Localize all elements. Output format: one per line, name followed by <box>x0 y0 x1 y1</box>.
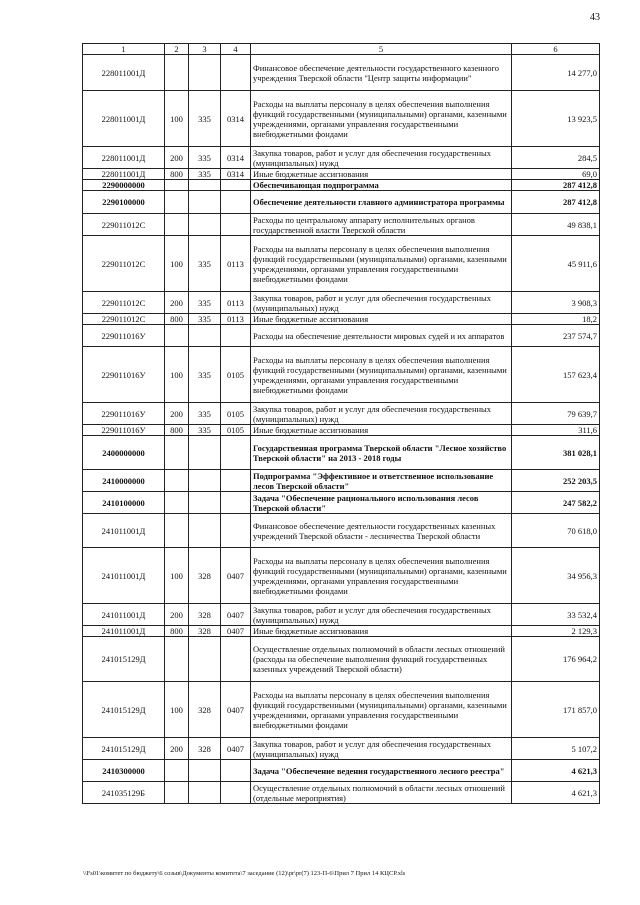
cell-section: 0407 <box>221 548 251 604</box>
table-row <box>83 180 600 191</box>
cell-ministry: 328 <box>189 682 221 738</box>
cell-amount: 176 964,2 <box>512 637 600 682</box>
cell-expense-type <box>165 514 189 548</box>
cell-section <box>221 55 251 91</box>
cell-section <box>221 760 251 782</box>
cell-expense-type <box>165 214 189 236</box>
table-row <box>83 91 600 147</box>
cell-section: 0407 <box>221 604 251 626</box>
cell-name: Обеспечивающая подпрограмма <box>251 180 512 191</box>
cell-section <box>221 470 251 492</box>
cell-expense-type: 100 <box>165 91 189 147</box>
cell-ministry: 328 <box>189 738 221 760</box>
cell-ministry: 335 <box>189 236 221 292</box>
cell-amount: 14 277,0 <box>512 55 600 91</box>
cell-expense-type: 100 <box>165 347 189 403</box>
table-row <box>83 214 600 236</box>
cell-expense-type <box>165 782 189 804</box>
table-row <box>83 325 600 347</box>
cell-code: 228011001Д <box>83 91 165 147</box>
cell-name: Закупка товаров, работ и услуг для обеспечения государственных (муниципальных) нужд <box>251 738 512 760</box>
cell-name: Закупка товаров, работ и услуг для обеспечения государственных (муниципальных) нужд <box>251 604 512 626</box>
cell-name: Иные бюджетные ассигнования <box>251 169 512 180</box>
cell-code: 2290100000 <box>83 191 165 214</box>
table-row <box>83 436 600 470</box>
cell-name: Расходы по центральному аппарату исполнительных органов государственной власти Тверской области <box>251 214 512 236</box>
table-row <box>83 169 600 180</box>
cell-code: 241015129Д <box>83 682 165 738</box>
table-row <box>83 236 600 292</box>
cell-code: 2400000000 <box>83 436 165 470</box>
cell-name: Задача "Обеспечение рационального использования лесов Тверской области" <box>251 492 512 514</box>
cell-ministry <box>189 637 221 682</box>
cell-expense-type: 800 <box>165 169 189 180</box>
cell-name: Расходы на выплаты персоналу в целях обеспечения выполнения функций государственными (муниципальными) органами, казенными учреждениями, органами управления государственными внебюджетными фондами <box>251 91 512 147</box>
cell-name: Государственная программа Тверской области "Лесное хозяйство Тверской области" на 2013 - 2018 годы <box>251 436 512 470</box>
cell-amount: 287 412,8 <box>512 191 600 214</box>
table-row <box>83 514 600 548</box>
cell-expense-type <box>165 325 189 347</box>
cell-name: Закупка товаров, работ и услуг для обеспечения государственных (муниципальных) нужд <box>251 403 512 425</box>
cell-name: Расходы на обеспечение деятельности мировых судей и их аппаратов <box>251 325 512 347</box>
cell-name: Иные бюджетные ассигнования <box>251 626 512 637</box>
cell-code: 241011001Д <box>83 626 165 637</box>
cell-code: 229011016У <box>83 347 165 403</box>
cell-code: 2410100000 <box>83 492 165 514</box>
cell-name: Подпрограмма "Эффективное и ответственное использование лесов Тверской области" <box>251 470 512 492</box>
cell-amount: 69,0 <box>512 169 600 180</box>
cell-code: 229011012С <box>83 236 165 292</box>
cell-amount: 247 582,2 <box>512 492 600 514</box>
cell-code: 228011001Д <box>83 169 165 180</box>
cell-name: Расходы на выплаты персоналу в целях обеспечения выполнения функций государственными (муниципальными) органами, казенными учреждениями, органами управления государственными внебюджетными фондами <box>251 548 512 604</box>
page-number: 43 <box>590 12 600 23</box>
cell-expense-type: 100 <box>165 548 189 604</box>
table-row <box>83 492 600 514</box>
cell-code: 2410300000 <box>83 760 165 782</box>
cell-section: 0407 <box>221 738 251 760</box>
cell-ministry <box>189 470 221 492</box>
cell-ministry: 335 <box>189 403 221 425</box>
cell-amount: 381 028,1 <box>512 436 600 470</box>
table-row <box>83 738 600 760</box>
cell-ministry <box>189 325 221 347</box>
cell-expense-type <box>165 492 189 514</box>
table-row <box>83 314 600 325</box>
cell-expense-type <box>165 436 189 470</box>
cell-amount: 45 911,6 <box>512 236 600 292</box>
header-col-4: 4 <box>221 44 251 55</box>
cell-amount: 252 203,5 <box>512 470 600 492</box>
cell-amount: 3 908,3 <box>512 292 600 314</box>
cell-code: 229011016У <box>83 403 165 425</box>
cell-amount: 18,2 <box>512 314 600 325</box>
table-row <box>83 292 600 314</box>
cell-amount: 49 838,1 <box>512 214 600 236</box>
table-row <box>83 147 600 169</box>
cell-expense-type: 200 <box>165 604 189 626</box>
cell-section <box>221 436 251 470</box>
cell-name: Закупка товаров, работ и услуг для обеспечения государственных (муниципальных) нужд <box>251 147 512 169</box>
cell-ministry: 328 <box>189 626 221 637</box>
cell-expense-type: 800 <box>165 314 189 325</box>
cell-expense-type: 200 <box>165 147 189 169</box>
table-row <box>83 425 600 436</box>
cell-name: Финансовое обеспечение деятельности государственного казенного учреждения Тверской области "Центр защиты информации" <box>251 55 512 91</box>
cell-section <box>221 214 251 236</box>
cell-amount: 79 639,7 <box>512 403 600 425</box>
cell-amount: 157 623,4 <box>512 347 600 403</box>
cell-code: 241015129Д <box>83 738 165 760</box>
cell-amount: 311,6 <box>512 425 600 436</box>
cell-section: 0314 <box>221 169 251 180</box>
cell-ministry <box>189 180 221 191</box>
cell-name: Осуществление отдельных полномочий в области лесных отношений (расходы на обеспечение выполнения функций государственных казенных учреждений Тверской области) <box>251 637 512 682</box>
table-body <box>83 55 600 804</box>
cell-ministry <box>189 436 221 470</box>
cell-amount: 287 412,8 <box>512 180 600 191</box>
cell-amount: 2 129,3 <box>512 626 600 637</box>
cell-section: 0113 <box>221 236 251 292</box>
table-header-row <box>83 44 600 55</box>
cell-expense-type: 800 <box>165 626 189 637</box>
cell-section <box>221 514 251 548</box>
cell-section: 0113 <box>221 292 251 314</box>
cell-section: 0105 <box>221 425 251 436</box>
table-row <box>83 682 600 738</box>
table-row <box>83 191 600 214</box>
cell-name: Расходы на выплаты персоналу в целях обеспечения выполнения функций государственными (муниципальными) органами, казенными учреждениями, органами управления государственными внебюджетными фондами <box>251 682 512 738</box>
table-row <box>83 760 600 782</box>
cell-amount: 237 574,7 <box>512 325 600 347</box>
cell-name: Иные бюджетные ассигнования <box>251 425 512 436</box>
table-row <box>83 548 600 604</box>
cell-ministry: 335 <box>189 147 221 169</box>
cell-amount: 284,5 <box>512 147 600 169</box>
cell-ministry: 328 <box>189 604 221 626</box>
cell-amount: 13 923,5 <box>512 91 600 147</box>
cell-name: Иные бюджетные ассигнования <box>251 314 512 325</box>
cell-name: Задача "Обеспечение ведения государственного лесного реестра" <box>251 760 512 782</box>
cell-amount: 4 621,3 <box>512 760 600 782</box>
cell-ministry: 335 <box>189 347 221 403</box>
cell-code: 2410000000 <box>83 470 165 492</box>
cell-amount: 171 857,0 <box>512 682 600 738</box>
table-row <box>83 782 600 804</box>
table-row <box>83 55 600 91</box>
cell-expense-type <box>165 191 189 214</box>
cell-expense-type <box>165 760 189 782</box>
cell-expense-type: 100 <box>165 682 189 738</box>
cell-code: 229011012С <box>83 214 165 236</box>
cell-expense-type: 100 <box>165 236 189 292</box>
cell-section: 0105 <box>221 403 251 425</box>
cell-code: 241011001Д <box>83 548 165 604</box>
cell-ministry: 335 <box>189 292 221 314</box>
cell-code: 229011016У <box>83 425 165 436</box>
cell-code: 229011012С <box>83 292 165 314</box>
cell-section: 0314 <box>221 91 251 147</box>
header-col-6: 6 <box>512 44 600 55</box>
table-row <box>83 604 600 626</box>
cell-ministry <box>189 760 221 782</box>
cell-ministry <box>189 514 221 548</box>
cell-ministry: 335 <box>189 169 221 180</box>
cell-name: Расходы на выплаты персоналу в целях обеспечения выполнения функций государственными (муниципальными) органами, казенными учреждениями, органами управления государственными внебюджетными фондами <box>251 236 512 292</box>
cell-amount: 34 956,3 <box>512 548 600 604</box>
cell-expense-type: 200 <box>165 403 189 425</box>
cell-name: Закупка товаров, работ и услуг для обеспечения государственных (муниципальных) нужд <box>251 292 512 314</box>
header-col-1: 1 <box>83 44 165 55</box>
cell-section: 0113 <box>221 314 251 325</box>
cell-section: 0314 <box>221 147 251 169</box>
cell-code: 229011016У <box>83 325 165 347</box>
cell-amount: 4 621,3 <box>512 782 600 804</box>
cell-expense-type: 800 <box>165 425 189 436</box>
table-row <box>83 347 600 403</box>
header-col-5: 5 <box>251 44 512 55</box>
cell-ministry <box>189 55 221 91</box>
cell-name: Обеспечение деятельности главного администратора программы <box>251 191 512 214</box>
cell-ministry: 335 <box>189 425 221 436</box>
cell-ministry <box>189 214 221 236</box>
cell-expense-type <box>165 55 189 91</box>
cell-name: Финансовое обеспечение деятельности государственных казенных учреждений Тверской области - лесничества Тверской области <box>251 514 512 548</box>
cell-section <box>221 180 251 191</box>
cell-section <box>221 492 251 514</box>
cell-ministry <box>189 492 221 514</box>
cell-section <box>221 325 251 347</box>
cell-ministry: 328 <box>189 548 221 604</box>
table-row <box>83 470 600 492</box>
cell-ministry: 335 <box>189 314 221 325</box>
cell-section <box>221 191 251 214</box>
header-col-2: 2 <box>165 44 189 55</box>
cell-code: 241011001Д <box>83 604 165 626</box>
cell-amount: 5 107,2 <box>512 738 600 760</box>
budget-table <box>82 43 600 804</box>
cell-expense-type <box>165 180 189 191</box>
table-row <box>83 403 600 425</box>
cell-amount: 70 618,0 <box>512 514 600 548</box>
cell-ministry <box>189 782 221 804</box>
cell-section: 0407 <box>221 682 251 738</box>
cell-section: 0105 <box>221 347 251 403</box>
cell-code: 241011001Д <box>83 514 165 548</box>
cell-ministry <box>189 191 221 214</box>
cell-code: 241015129Д <box>83 637 165 682</box>
cell-amount: 33 532,4 <box>512 604 600 626</box>
cell-section: 0407 <box>221 626 251 637</box>
cell-name: Расходы на выплаты персоналу в целях обеспечения выполнения функций государственными (муниципальными) органами, казенными учреждениями, органами управления государственными внебюджетными фондами <box>251 347 512 403</box>
table-row <box>83 637 600 682</box>
cell-code: 2290000000 <box>83 180 165 191</box>
cell-expense-type <box>165 470 189 492</box>
cell-expense-type: 200 <box>165 738 189 760</box>
cell-expense-type <box>165 637 189 682</box>
header-col-3: 3 <box>189 44 221 55</box>
cell-ministry: 335 <box>189 91 221 147</box>
cell-section <box>221 782 251 804</box>
cell-code: 228011001Д <box>83 147 165 169</box>
table-row <box>83 626 600 637</box>
cell-code: 241035129Б <box>83 782 165 804</box>
cell-code: 229011012С <box>83 314 165 325</box>
cell-code: 228011001Д <box>83 55 165 91</box>
cell-name: Осуществление отдельных полномочий в области лесных отношений (отдельные мероприятия) <box>251 782 512 804</box>
file-path-footer: \\Fs01\комитет по бюджету\6 созыв\Документы комитета\7 заседание (12)\pr\pr(7) 123-П-6\Прил 7 Прил 14 КЦСР.xls <box>83 870 406 877</box>
cell-section <box>221 637 251 682</box>
cell-expense-type: 200 <box>165 292 189 314</box>
